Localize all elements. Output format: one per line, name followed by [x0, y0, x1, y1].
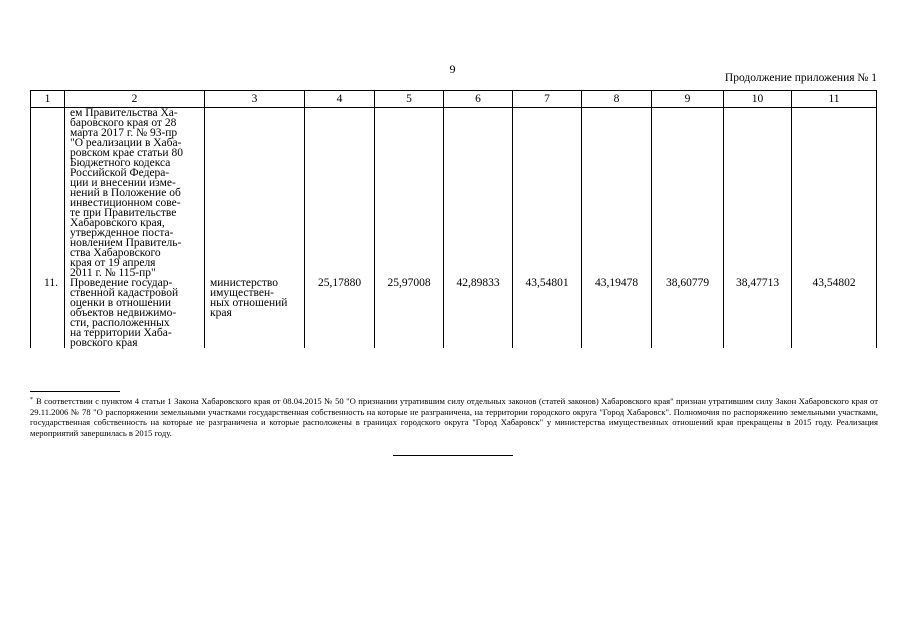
table-cell — [652, 108, 724, 279]
value-cell: 43,54802 — [792, 278, 877, 348]
table-cell — [305, 108, 375, 279]
footnote-text: В соответствии с пунктом 4 статьи 1 Закона Хабаровского края от 08.04.2015 № 50 "О признании утратившим силу отдельных законов (статей законов) Хабаровского края" признан утратившим силу Закон Хабаровского края от 29.11.2006 № 78 "О распоряжении земельными участками государственная собственность на которые не разграничена, на территории городского округа "Город Хабаровск". Полномочия по распоряжению земельными участками, государственная собственность на которые не разграничена и которые расположены в границах городского округа "Город Хабаровск" у министерства имущественных отношений края прекращены в 2015 году. Реализация мероприятий завершилась в 2015 году. — [30, 396, 878, 438]
value-cell: 42,89833 — [444, 278, 513, 348]
header-cell: 6 — [444, 91, 513, 108]
header-cell: 7 — [513, 91, 582, 108]
footnote — [30, 396, 878, 438]
continuation-label: Продолжение приложения № 1 — [724, 72, 877, 84]
value-cell: 38,60779 — [652, 278, 724, 348]
table-cell — [205, 108, 305, 279]
footnote-marker: * — [30, 397, 33, 403]
continuation-text: ем Правительства Ха- баровского края от 28 марта 2017 г. № 93-пр "О реализации в Хаба- ровском крае статьи 80 Бюджетного кодекса Российской Федера- ции и внесении изме- нений в Положение об инвестиционном сове- те при Правительстве Хабаровского края, утвержденное поста- новлением Правитель- ства Хабаровского края от 19 апреля 2011 г. № 115-пр" — [65, 108, 205, 279]
value-cell: 38,47713 — [724, 278, 792, 348]
table-row-11 — [31, 278, 877, 348]
table-cell — [444, 108, 513, 279]
value-cell: 43,19478 — [582, 278, 652, 348]
page-number: 9 — [449, 62, 456, 76]
header-row — [31, 91, 877, 108]
table-cell — [375, 108, 444, 279]
header-cell: 4 — [305, 91, 375, 108]
table-cell — [31, 108, 65, 279]
value-cell: 43,54801 — [513, 278, 582, 348]
table-cell — [513, 108, 582, 279]
table-cell — [792, 108, 877, 279]
header-cell: 1 — [31, 91, 65, 108]
header-cell: 9 — [652, 91, 724, 108]
footnote-divider — [30, 391, 120, 392]
table-row-continuation — [31, 108, 877, 279]
header-cell: 11 — [792, 91, 877, 108]
header-cell: 3 — [205, 91, 305, 108]
header-cell: 5 — [375, 91, 444, 108]
value-cell: 25,17880 — [305, 278, 375, 348]
closing-divider — [393, 455, 513, 456]
measure-name: Проведение государ- ственной кадастровой оценки в отношении объектов недвижимо- сти, расположенных на территории Хаба- ровского края — [65, 278, 205, 348]
header-cell: 10 — [724, 91, 792, 108]
executor: министерство имуществен- ных отношений края — [205, 278, 305, 348]
row-number: 11. — [31, 278, 65, 348]
table-cell — [724, 108, 792, 279]
header-cell: 8 — [582, 91, 652, 108]
value-cell: 25,97008 — [375, 278, 444, 348]
table-cell — [582, 108, 652, 279]
appendix-table — [30, 90, 877, 348]
header-cell: 2 — [65, 91, 205, 108]
